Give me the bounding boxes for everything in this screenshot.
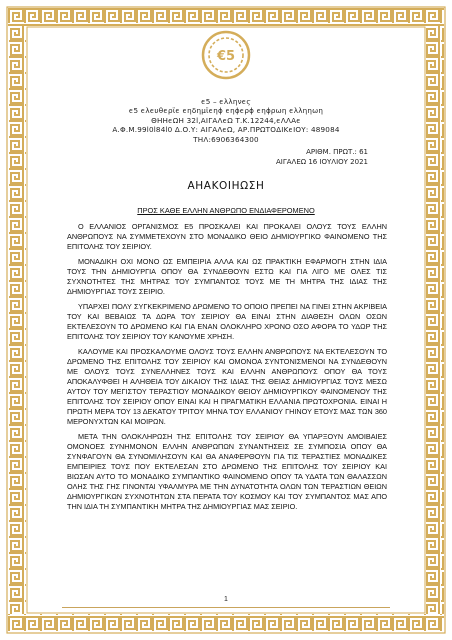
- document-subtitle: ΠΡΟΣ ΚΑΘΕ ΕΛΛΗΝ ΑΝΘΡΩΠΟ ΕΝΔΙΑΦΕΡΟΜΕΝΟ: [137, 206, 315, 215]
- document-date: ΑΙΓΑΛΕΩ 16 ΙΟΥΛΙΟΥ 2021: [276, 157, 368, 166]
- org-phone: ΤΗΛ:6906364300: [193, 134, 259, 144]
- paragraph: ΥΠΑΡΧΕΙ ΠΟΛΥ ΣΥΓΚΕΚΡΙΜΕΝΟ ΔΡΩΜΕΝΟ ΤΟ ΟΠΟΙΟ ΠΡΕΠΕΙ ΝΑ ΓΙΝΕΙ ΣΤΗΝ ΑΚΡΙΒΕΙΑ ΤΟΥ ΚΑΙ ΒΕΒΑΙΩΣ ΤΑ ΔΩΡΑ ΤΟΥ ΣΕΙΡΙΟΥ ΘΑ ΕΙΝΑΙ ΣΤΗΝ ΔΙΑΘΕΣΗ ΟΛΩΝ ΟΣΩΝ ΕΚΤΕΛΕΣΟΥΝ ΤΟ ΔΡΩΜΕΝΟ ΚΑΙ ΓΙΑ ΕΝΑΝ ΟΛΟΚΛΗΡΟ ΧΡΟΝΟ ΟΣΟ ΑΦΟΡΑ ΤΟ ΥΔΩΡ ΤΗΣ ΕΠΙΤΟΛΗΣ ΤΟΥ ΣΕΙΡΙΟΥ ΤΟΥ ΚΑΝΟΥΜΕ ΧΡΗΣΗ.: [67, 302, 387, 342]
- page-number: 1: [224, 596, 228, 603]
- protocol-number: ΑΡΙΘΜ. ΠΡΩΤ.: 61: [306, 148, 368, 156]
- paragraph: ΚΑΛΟΥΜΕ ΚΑΙ ΠΡΟΣΚΑΛΟΥΜΕ ΟΛΟΥΣ ΤΟΥΣ ΕΛΛΗΝ ΑΝΘΡΩΠΟΥΣ ΝΑ ΕΚΤΕΛΕΣΟΥΝ ΤΟ ΔΡΩΜΕΝΟ ΤΗΣ ΕΠΙΤΟΛΗΣ ΤΟΥ ΣΕΙΡΙΟΥ ΚΑΙ ΟΜΟΝΟΑ ΣΥΝΤΟΝΙΣΜΕΝΟΙ ΝΑ ΣΥΝΔΕΘΟΥΝ ΜΕ ΟΛΟΥΣ ΤΟΥΣ ΣΥΝΕΛΛΗΝΕΣ ΤΟΥΣ ΚΑΙ ΕΛΛΗΝ ΑΝΘΡΩΠΟΥΣ ΟΠΟΥ ΘΑ ΤΟΥΣ ΑΠΟΚΑΛΥΦΘΕΙ Η ΑΛΗΘΕΙΑ ΤΟΥ ΔΙΚΑΙΟΥ ΤΗΣ ΙΔΙΑΣ ΤΗΣ ΘΕΙΑΣ ΔΗΜΙΟΥΡΓΙΑΣ ΤΟΥΣ ΜΕΣΩ ΑΥΤΟΥ ΤΟΥ ΜΕΓΙΣΤΟΥ ΤΕΡΑΣΤΙΟΥ ΜΟΝΑΔΙΚΟΥ ΘΕΙΟΥ ΔΗΜΙΟΥΡΓΙΚΟΥ ΦΑΙΝΟΜΕΝΟΥ ΤΗΣ ΕΠΙΤΟΛΗΣ ΤΟΥ ΣΕΙΡΙΟΥ ΟΠΟΥ ΕΙΝΑΙ ΚΑΙ Η ΠΡΑΓΜΑΤΙΚΗ ΕΛΛΑΝΙΑ ΠΡΩΤΟΧΡΟΝΙΑ. ΕΙΝΑΙ Η ΠΡΩΤΗ ΜΕΡΑ ΤΟΥ 13 ΔΕΚΑΤΟΥ ΤΡΙΤΟΥ ΜΗΝΑ ΤΟΥ ΕΛΛΑΝΙΟΥ ΓΗΙΝΟΥ ΕΤΟΥΣ ΜΑΣ ΤΩΝ 360 ΜΕΡΟΝΥΧΤΩΝ ΚΑΙ ΜΟΙΡΩΝ.: [67, 347, 387, 426]
- document-title: ΑΗΑΚΟΙΗΩΣΗ: [187, 180, 265, 192]
- reference-block: [276, 148, 368, 167]
- logo-text: €5: [216, 49, 236, 64]
- greek-key-ring-logo: [201, 30, 251, 80]
- org-address: ΘΗΗϵΩΗ 32l,ΑΙΓΑΛϵΩ Τ.Κ.12244,ϵΛΛΑϵ: [151, 115, 301, 125]
- paragraph: ΜΟΝΑΔΙΚΗ ΟΧΙ ΜΟΝΟ ΩΣ ΕΜΠΕΙΡΙΑ ΑΛΛΑ ΚΑΙ ΩΣ ΠΡΑΚΤΙΚΗ ΕΦΑΡΜΟΓΗ ΣΤΗΝ ΙΔΙΑ ΤΟΥΣ ΤΗΝ ΔΗΜΙΟΥΡΓΙΑ ΟΠΟΥ ΘΑ ΣΥΝΔΕΘΟΥΝ ΕΣΤΩ ΚΑΙ ΓΙΑ ΛΙΓΟ ΜΕ ΟΛΕΣ ΤΙΣ ΣΥΧΝΟΤΗΤΕΣ ΤΗΣ ΜΗΤΡΑΣ ΤΟΥ ΣΥΜΠΑΝΤΟΣ ΤΟΥΣ ΜΕ ΤΗ ΜΗΤΡΑ ΤΗΣ ΙΔΙΑΣ ΤΗΣ ΔΗΜΙΟΥΡΓΙΑΣ ΤΟΥΣ ΣΕΙΡΙΟ.: [67, 257, 387, 296]
- paragraph: Ο ΕΛΛΑΝΙΟΣ ΟΡΓΑΝΙΣΜΟΣ Ε5 ΠΡΟΣΚΑΛΕΙ ΚΑΙ ΠΡΟΚΑΛΕΙ ΟΛΟΥΣ ΤΟΥΣ ΕΛΛΗΝ ΑΝΘΡΩΠΟΥΣ ΝΑ ΣΥΜΜΕΤΕΧΟΥΝ ΣΤΟ ΜΟΝΑΔΙΚΟ ΘΕΙΟ ΔΗΜΙΟΥΡΓΙΚΟ ΦΑΙΝΟΜΕΝΟ ΤΗΣ ΕΠΙΤΟΛΗΣ ΤΟΥ ΣΕΙΡΙΟΥ.: [67, 222, 387, 251]
- org-short-name: ϵ5 – ϵλληνϵϛ: [201, 97, 251, 106]
- organization-header: [0, 97, 452, 144]
- org-tax-info: Α.Φ.Μ.99l0l84l0 Δ.Ο.Υ: ΑΙΓΑΛϵΩ, ΑΡ.ΠΡΩΤΟΔΙΚϵΙΟΥ: 489084: [112, 125, 340, 135]
- org-full-name: ϵ5 ϵλϵυθϵρϊϵ ϵηδημϊϵηϕ ϵηϕϵρϕ ϵηϕρωη ϵλληηωη: [128, 106, 324, 116]
- footer-divider: [62, 607, 390, 608]
- paragraph: ΜΕΤΑ ΤΗΝ ΟΛΟΚΛΗΡΩΣΗ ΤΗΣ ΕΠΙΤΟΛΗΣ ΤΟΥ ΣΕΙΡΙΟΥ ΘΑ ΥΠΑΡΞΟΥΝ ΑΜΟΙΒΑΙΕΣ ΟΜΟΝΟΕΣ ΣΥΝΗΜΟΝΟΝ ΕΛΛΗΝ ΑΝΘΡΩΠΩΝ ΣΥΝΑΝΤΗΣΕΙΣ ΣΕ ΣΥΜΠΟΣΙΑ ΟΠΟΥ ΘΑ ΣΥΝΦΑΓΟΥΝ ΘΑ ΣΥΝΟΜΙΛΗΣΟΥΝ ΚΑΙ ΘΑ ΑΝΑΦΕΡΘΟΥΝ ΓΙΑ ΤΙΣ ΤΕΡΑΣΤΙΕΣ ΜΟΝΑΔΙΚΕΣ ΕΜΠΕΙΡΙΕΣ ΤΟΥΣ ΠΟΥ ΕΚΤΕΛΕΣΑΝ ΣΤΟ ΔΡΩΜΕΝΟ ΤΗΣ ΕΠΙΤΟΛΗΣ ΤΟΥ ΣΕΙΡΙΟΥ ΚΑΙ ΒΙΩΣΑΝ ΑΥΤΟ ΤΟ ΜΟΝΑΔΙΚΟ ΣΥΜΠΑΝΤΙΚΟ ΦΑΙΝΟΜΕΝΟ ΟΠΟΥ ΤΑ ΥΔΑΤΑ ΤΩΝ ΘΑΛΑΣΣΩΝ ΟΛΗΣ ΤΗΣ ΓΗΣ ΓΙΝΟΝΤΑΙ ΥΦΑΛΜΥΡΑ ΜΕ ΤΗΝ ΔΥΝΑΤΟΤΗΤΑ ΟΛΩΝ ΤΩΝ ΤΕΡΑΣΤΙΩΝ ΘΕΙΩΝ ΔΗΜΙΟΥΡΓΙΚΩΝ ΣΥΧΝΟΤΗΤΩΝ ΣΤΑ ΠΕΡΑΤΑ ΤΟΥ ΚΟΣΜΟΥ ΚΑΙ ΤΟΥ ΣΥΜΠΑΝΤΟΣ ΜΑΣ ΑΠΟ ΤΗΝ ΙΔΙΑ ΤΗ ΣΥΜΠΑΝΤΙΚΗ ΜΗΤΡΑ ΤΗΣ ΔΗΜΙΟΥΡΓΙΑΣ ΜΑΣ ΣΕΙΡΙΟ.: [67, 432, 387, 511]
- document-body: [67, 222, 387, 517]
